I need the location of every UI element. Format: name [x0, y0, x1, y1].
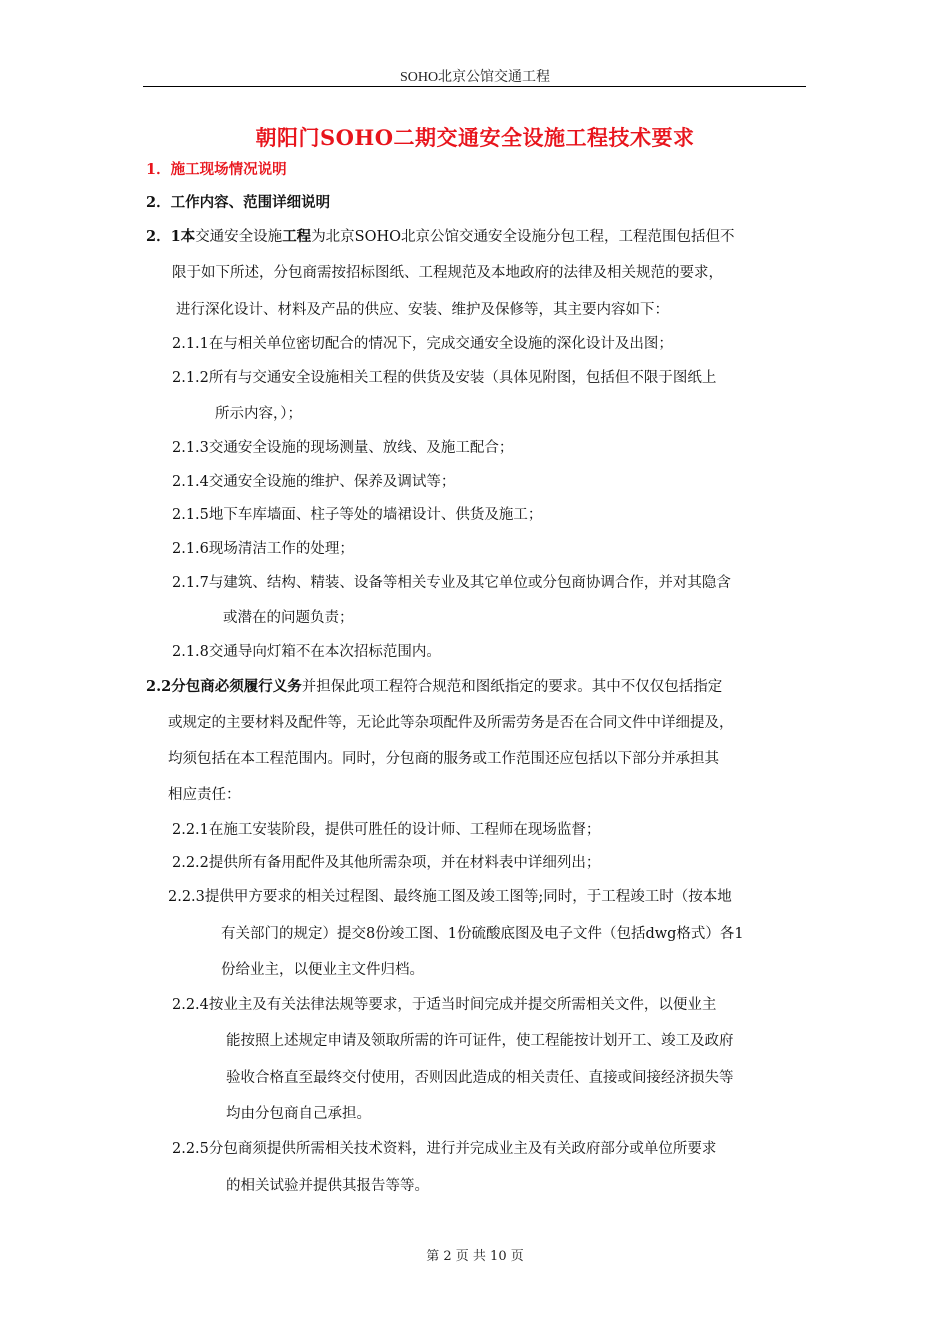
item-2-1-5: 2.1.5地下车库墙面、柱子等处的墙裙设计、供货及施工； [172, 507, 543, 523]
item-2-1-2-line-2: 所示内容，）； [215, 406, 302, 422]
item-2-1-7-line-1: 2.1.7与建筑、结构、精装、设备等相关专业及其它单位或分包商协调合作，并对其隐含 [172, 575, 731, 591]
item-2-2-5-line-2: 的相关试验并提供其报告等等。 [226, 1178, 429, 1194]
section-2-1-mid: 交通安全设施 [195, 229, 283, 245]
section-2-2-rest: 并担保此项工程符合规范和图纸指定的要求。其中不仅仅包括指定 [301, 679, 723, 695]
item-2-2-3-line-1: 2.2.3提供甲方要求的相关过程图、最终施工图及竣工图等;同时，于工程竣工时（按本地 [168, 889, 732, 905]
section-2-1-rest: 为北京SOHO北京公馆交通安全设施分包工程，工程范围包括但不 [311, 229, 735, 245]
item-2-2-3-line-3: 份给业主，以便业主文件归档。 [221, 962, 424, 978]
item-2-2-4-line-3: 验收合格直至最终交付使用，否则因此造成的相关责任、直接或间接经济损失等 [226, 1070, 734, 1086]
section-2-1-bold: 工程 [282, 228, 312, 245]
item-2-2-4-line-4: 均由分包商自己承担。 [226, 1106, 371, 1122]
item-2-2-2: 2.2.2提供所有备用配件及其他所需杂项，并在材料表中详细列出； [172, 855, 601, 871]
section-2-heading: 2．工作内容、范围详细说明 [146, 194, 331, 211]
section-2-2-lead: 2.2分包商必须履行义务 [146, 678, 302, 695]
header-divider [143, 86, 806, 87]
section-2-2-line-2: 或规定的主要材料及配件等，无论此等杂项配件及所需劳务是否在合同文件中详细提及， [168, 715, 734, 731]
page-footer: 第 2 页 共 10 页 [426, 1249, 524, 1264]
item-2-2-4-line-1: 2.2.4按业主及有关法律法规等要求，于适当时间完成并提交所需相关文件，以便业主 [172, 997, 717, 1013]
item-2-1-7-line-2: 或潜在的问题负责； [223, 610, 354, 626]
section-2-1-line-2: 限于如下所述，分包商需按招标图纸、工程规范及本地政府的法律及相关规范的要求， [172, 265, 723, 281]
document-title: 朝阳门SOHO二期交通安全设施工程技术要求 [255, 125, 695, 150]
section-1-heading: 1．施工现场情况说明 [146, 161, 287, 178]
item-2-1-3: 2.1.3交通安全设施的现场测量、放线、及施工配合； [172, 440, 514, 456]
item-2-2-3-line-2: 有关部门的规定）提交8份竣工图、1份硫酸底图及电子文件（包括dwg格式）各1 [221, 926, 744, 942]
item-2-1-8: 2.1.8交通导向灯箱不在本次招标范围内。 [172, 644, 441, 660]
section-2-2-line-4: 相应责任： [168, 787, 241, 803]
section-2-2-line-3: 均须包括在本工程范围内。同时，分包商的服务或工作范围还应包括以下部分并承担其 [168, 751, 719, 767]
item-2-1-6: 2.1.6现场清洁工作的处理； [172, 541, 354, 557]
item-2-1-4: 2.1.4交通安全设施的维护、保养及调试等； [172, 474, 456, 490]
section-2-2-line-1 [146, 677, 722, 697]
section-2-1-line-1 [146, 227, 735, 247]
item-2-2-4-line-2: 能按照上述规定申请及领取所需的许可证件，使工程能按计划开工、竣工及政府 [226, 1033, 734, 1049]
item-2-1-1: 2.1.1在与相关单位密切配合的情况下，完成交通安全设施的深化设计及出图； [172, 336, 673, 352]
item-2-2-5-line-1: 2.2.5分包商须提供所需相关技术资料，进行并完成业主及有关政府部分或单位所要求 [172, 1141, 717, 1157]
item-2-2-1: 2.2.1在施工安装阶段，提供可胜任的设计师、工程师在现场监督； [172, 822, 601, 838]
section-2-1-lead: 2．1本 [146, 228, 196, 245]
section-2-1-line-3: 进行深化设计、材料及产品的供应、安装、维护及保修等，其主要内容如下： [176, 302, 669, 318]
page-header: SOHO北京公馆交通工程 [399, 70, 551, 85]
item-2-1-2-line-1: 2.1.2所有与交通安全设施相关工程的供货及安装（具体见附图，包括但不限于图纸上 [172, 370, 717, 386]
